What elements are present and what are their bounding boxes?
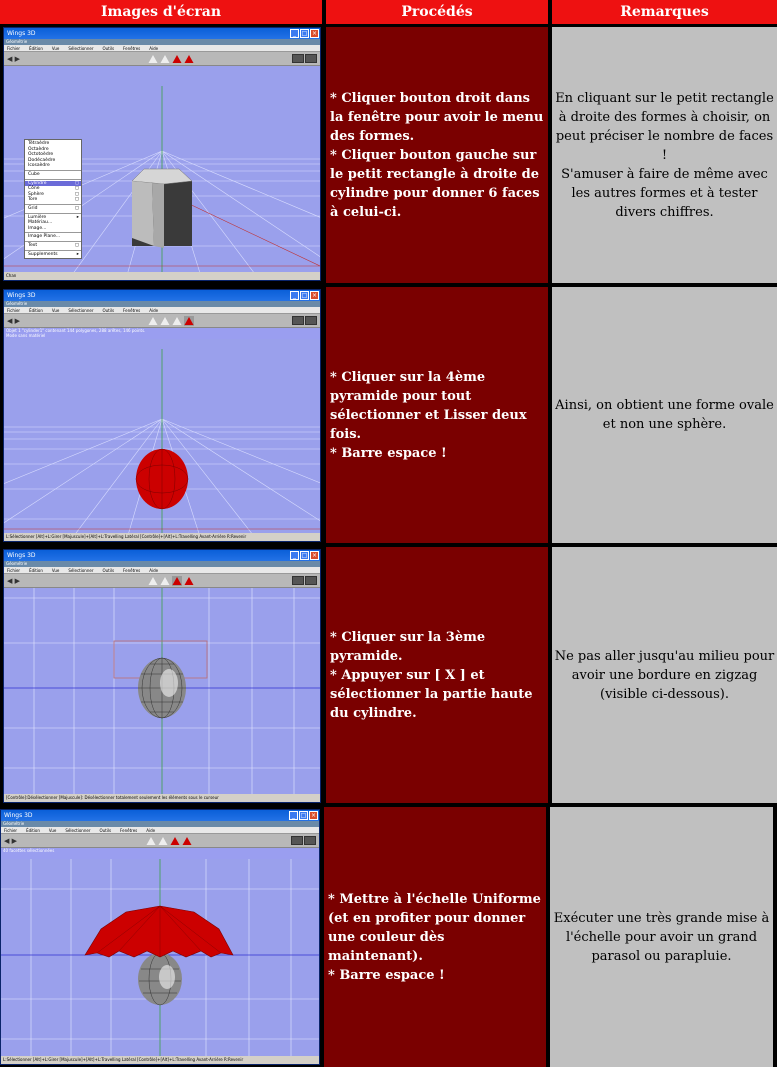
window-title: Wings 3D xyxy=(4,812,33,819)
ortho-grid xyxy=(1,859,319,1056)
menu-aide[interactable]: Aide xyxy=(149,568,159,573)
menu-edition[interactable]: Édition xyxy=(29,568,43,573)
menu-selectionner[interactable]: Sélectionner xyxy=(68,308,94,313)
geometry-tab[interactable]: Géométrie xyxy=(4,561,320,567)
remarque-cell-3 xyxy=(552,547,777,803)
view-mode-icon[interactable] xyxy=(292,576,304,585)
options-box-icon[interactable]: ▢ xyxy=(74,205,79,211)
undo-redo-icon[interactable]: ◀ ▶ xyxy=(7,317,20,325)
menu-edition[interactable]: Édition xyxy=(29,308,43,313)
context-menu-item[interactable] xyxy=(25,243,81,249)
menu-fenetres[interactable]: Fenêtres xyxy=(123,308,141,313)
menu-item-label: Dodécaèdre xyxy=(28,157,56,163)
remarque-text: Exécuter une très grande mise à l'échelle pour avoir un grand parasol ou parapluie. xyxy=(553,910,770,964)
menu-edition[interactable]: Édition xyxy=(29,46,43,51)
body-select-icon[interactable] xyxy=(184,54,194,64)
menu-separator xyxy=(25,170,81,171)
perspective-icon[interactable] xyxy=(304,836,316,845)
menu-item-label: Sphère xyxy=(28,191,44,197)
undo-redo-icon[interactable]: ◀ ▶ xyxy=(7,55,20,63)
menu-item-label: Lumière xyxy=(28,214,47,220)
submenu-arrow-icon: ▸ xyxy=(76,214,79,220)
viewport[interactable] xyxy=(4,588,320,794)
remarque-text: Ainsi, on obtient une forme ovale et non une sphère. xyxy=(555,398,774,432)
options-box-icon[interactable]: ▢ xyxy=(74,186,79,192)
toolbar xyxy=(1,834,319,848)
window-title: Wings 3D xyxy=(7,292,36,299)
maximize-icon[interactable]: □ xyxy=(300,812,307,819)
context-menu-item[interactable] xyxy=(25,197,81,203)
menu-outils[interactable]: Outils xyxy=(102,568,115,573)
procede-step: * Cliquer bouton gauche sur le petit rectangle à droite de cylindre pour donner 6 faces à celui-ci. xyxy=(330,147,540,220)
body-select-icon[interactable] xyxy=(182,836,192,846)
window-title: Wings 3D xyxy=(7,552,36,559)
shape-context-menu xyxy=(24,139,82,259)
menu-separator xyxy=(25,250,81,251)
face-select-icon[interactable] xyxy=(172,576,182,586)
menu-aide[interactable]: Aide xyxy=(149,46,159,51)
menu-vue[interactable]: Vue xyxy=(51,46,60,51)
screenshot-window-2 xyxy=(3,289,321,542)
procede-cell-1 xyxy=(326,27,548,283)
edge-select-icon[interactable] xyxy=(160,576,170,586)
menu-item-label: Matériau... xyxy=(28,220,53,226)
menu-item-label: Cylindre xyxy=(28,180,47,186)
toolbar xyxy=(4,314,320,328)
geometry-tab[interactable]: Géométrie xyxy=(4,39,320,45)
maximize-icon[interactable]: □ xyxy=(301,292,308,299)
procede-step: * Appuyer sur [ X ] et sélectionner la partie haute du cylindre. xyxy=(330,667,533,721)
edge-select-icon[interactable] xyxy=(160,316,170,326)
menu-item-label: Cube xyxy=(28,171,40,177)
submenu-arrow-icon: ▸ xyxy=(76,251,79,257)
body-select-icon[interactable] xyxy=(184,576,194,586)
perspective-icon[interactable] xyxy=(305,576,317,585)
menu-separator xyxy=(25,241,81,242)
viewport[interactable] xyxy=(1,859,319,1056)
menu-selectionner[interactable]: Sélectionner xyxy=(68,568,94,573)
window-titlebar xyxy=(4,290,320,301)
status-bar: Chan xyxy=(4,272,320,280)
view-mode-icon[interactable] xyxy=(291,836,303,845)
context-menu-item[interactable] xyxy=(25,206,81,212)
menu-separator xyxy=(25,204,81,205)
viewport[interactable] xyxy=(4,339,320,533)
face-select-icon[interactable] xyxy=(172,54,182,64)
menu-aide[interactable]: Aide xyxy=(146,828,156,833)
grid-floor xyxy=(4,339,320,533)
menu-separator xyxy=(25,213,81,214)
window-titlebar xyxy=(4,28,320,39)
menu-item-label: Image... xyxy=(28,225,47,231)
toolbar xyxy=(4,52,320,66)
procede-step: * Mettre à l'échelle Uniforme (et en profiter pour donner une couleur dès maintenant). xyxy=(328,891,541,964)
context-menu-item[interactable] xyxy=(25,172,81,178)
menu-fichier[interactable]: Fichier xyxy=(7,46,21,51)
minimize-icon[interactable]: _ xyxy=(290,291,299,300)
options-box-icon[interactable]: ▢ xyxy=(74,180,79,186)
window-title: Wings 3D xyxy=(7,30,36,37)
vertex-select-icon[interactable] xyxy=(148,576,158,586)
context-menu-item[interactable] xyxy=(25,226,81,232)
geometry-tab[interactable]: Géométrie xyxy=(4,301,320,307)
header-procedes: Procédés xyxy=(326,0,548,24)
screenshot-window-3 xyxy=(3,549,321,803)
close-icon[interactable]: × xyxy=(311,292,318,299)
context-menu-item[interactable] xyxy=(25,234,81,240)
menu-outils[interactable]: Outils xyxy=(102,46,115,51)
menu-fichier[interactable]: Fichier xyxy=(7,308,21,313)
menu-selectionner[interactable]: Sélectionner xyxy=(65,828,91,833)
ortho-grid xyxy=(4,588,320,794)
body-select-icon[interactable] xyxy=(184,316,194,326)
menu-item-label: Cône xyxy=(28,186,40,192)
info-line: 40 facettes sélectionnées xyxy=(1,848,319,859)
menu-separator xyxy=(25,179,81,180)
perspective-icon[interactable] xyxy=(305,54,317,63)
procede-cell-2 xyxy=(326,287,548,543)
menu-fenetres[interactable]: Fenêtres xyxy=(123,46,141,51)
close-icon[interactable]: × xyxy=(311,552,318,559)
menu-fenetres[interactable]: Fenêtres xyxy=(120,828,138,833)
options-box-icon[interactable]: ▢ xyxy=(74,191,79,197)
menu-outils[interactable]: Outils xyxy=(102,308,115,313)
face-select-icon[interactable] xyxy=(170,836,180,846)
menu-outils[interactable]: Outils xyxy=(99,828,112,833)
menu-item-label: Icosaèdre xyxy=(28,163,50,169)
window-titlebar xyxy=(4,550,320,561)
menu-fenetres[interactable]: Fenêtres xyxy=(123,568,141,573)
menu-item-label: Supplements xyxy=(28,251,58,257)
info-line: Objet 1 "cylinder1" contenant 144 polygones, 288 arêtes, 146 points. Mode sans matériel xyxy=(4,328,320,339)
menu-fichier[interactable]: Fichier xyxy=(4,828,18,833)
view-mode-icon[interactable] xyxy=(292,54,304,63)
vertex-select-icon[interactable] xyxy=(146,836,156,846)
screenshot-window-4 xyxy=(0,809,320,1065)
menu-fichier[interactable]: Fichier xyxy=(7,568,21,573)
screenshot-window-1 xyxy=(3,27,321,281)
menu-item-label: Grid xyxy=(28,205,38,211)
minimize-icon[interactable]: _ xyxy=(289,811,298,820)
edge-select-icon[interactable] xyxy=(158,836,168,846)
minimize-icon[interactable]: _ xyxy=(290,551,299,560)
menu-vue[interactable]: Vue xyxy=(51,308,60,313)
options-box-icon[interactable]: ▢ xyxy=(74,242,79,248)
minimize-icon[interactable]: _ xyxy=(290,29,299,38)
menu-bar xyxy=(1,827,319,834)
procede-step: * Cliquer sur la 4ème pyramide pour tout sélectionner et Lisser deux fois. xyxy=(330,369,527,442)
menu-vue[interactable]: Vue xyxy=(48,828,57,833)
view-mode-icon[interactable] xyxy=(292,316,304,325)
procede-step: * Cliquer bouton droit dans la fenêtre pour avoir le menu des formes. xyxy=(330,90,544,144)
status-bar: L:Sélectionner [Alt]+L:Girer [Majuscule]+[Alt]+L:Travelling Latéral [Contrôle]+[Alt]+L:Travelling Avant-Arrière R:Revenir xyxy=(1,1056,319,1064)
viewport[interactable] xyxy=(4,66,320,272)
vertex-select-icon[interactable] xyxy=(148,54,158,64)
menu-item-label: Octaèdre xyxy=(28,146,49,152)
menu-item-label: Tore xyxy=(28,197,38,203)
geometry-tab[interactable]: Géométrie xyxy=(1,821,319,827)
procede-step: * Cliquer sur la 3ème pyramide. xyxy=(330,629,486,664)
procede-cell-3 xyxy=(326,547,548,803)
menu-item-label: Tétraèdre xyxy=(28,141,50,146)
undo-redo-icon[interactable]: ◀ ▶ xyxy=(4,837,17,845)
perspective-icon[interactable] xyxy=(305,316,317,325)
menu-edition[interactable]: Édition xyxy=(26,828,40,833)
menu-vue[interactable]: Vue xyxy=(51,568,60,573)
menu-item-label: Octotoèdre xyxy=(28,152,54,158)
vertex-select-icon[interactable] xyxy=(148,316,158,326)
menu-bar xyxy=(4,45,320,52)
remarque-cell-1 xyxy=(552,27,777,283)
context-menu-item[interactable] xyxy=(25,163,81,169)
remarque-text: Ne pas aller jusqu'au milieu pour avoir une bordure en zigzag (visible ci-dessous). xyxy=(554,648,775,702)
window-titlebar xyxy=(1,810,319,821)
menu-bar xyxy=(4,567,320,574)
menu-selectionner[interactable]: Sélectionner xyxy=(68,46,94,51)
close-icon[interactable]: × xyxy=(311,30,318,37)
header-remarques: Remarques xyxy=(552,0,777,24)
edge-select-icon[interactable] xyxy=(160,54,170,64)
toolbar xyxy=(4,574,320,588)
procede-cell-4 xyxy=(324,807,546,1067)
face-select-icon[interactable] xyxy=(172,316,182,326)
status-bar: [Contrôle]:Désélectionner [Majuscule]: Désélectionner totalement seulement les éléments sous le curseur xyxy=(4,794,320,802)
undo-redo-icon[interactable]: ◀ ▶ xyxy=(7,577,20,585)
remarque-text: En cliquant sur le petit rectangle à droite des formes à choisir, on peut préciser le nombre de faces ! S'amuser à faire de même avec les autres formes et à tester divers chiffres. xyxy=(555,90,774,220)
remarque-cell-2 xyxy=(552,287,777,543)
header-images: Images d'écran xyxy=(0,0,322,24)
menu-item-label: Image Plane... xyxy=(28,234,61,240)
context-menu-item[interactable] xyxy=(25,252,81,258)
procede-step: * Barre espace ! xyxy=(330,445,447,461)
close-icon[interactable]: × xyxy=(310,812,317,819)
menu-item-label: Text xyxy=(28,242,38,248)
maximize-icon[interactable]: □ xyxy=(301,30,308,37)
status-bar: L:Sélectionner [Alt]+L:Girer [Majuscule]+[Alt]+L:Travelling Latéral [Contrôle]+[Alt]+L:Travelling Avant-Arrière R:Revenir xyxy=(4,533,320,541)
maximize-icon[interactable]: □ xyxy=(301,552,308,559)
menu-aide[interactable]: Aide xyxy=(149,308,159,313)
remarque-cell-4 xyxy=(550,807,773,1067)
procede-step: * Barre espace ! xyxy=(328,967,445,983)
options-box-icon[interactable]: ▢ xyxy=(74,197,79,203)
menu-bar xyxy=(4,307,320,314)
